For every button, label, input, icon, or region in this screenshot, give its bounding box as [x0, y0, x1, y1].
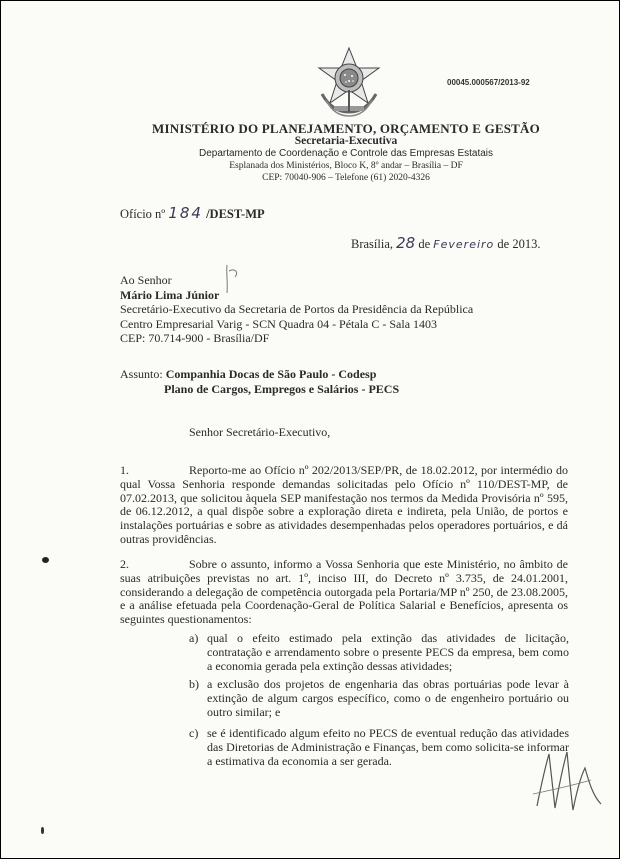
date-de: de: [418, 237, 431, 251]
list-item-b: [189, 678, 569, 719]
secretariat-heading: Secretaria-Executiva: [294, 135, 398, 147]
oficio-prefix: Ofício nº: [120, 207, 166, 221]
addressee-name: Mário Lima Júnior: [120, 287, 220, 302]
date-month-handwritten: Fevereiro: [433, 238, 495, 251]
list-item-text: qual o efeito estimado pela extinção das atividades de licitação, contratação e arrendamento sobre o presente PECS da empresa, bem como a economia gerada pela extinção dessas atividades;: [207, 631, 569, 673]
ministry-heading: MINISTÉRIO DO PLANEJAMENTO, ORÇAMENTO E GESTÃO: [152, 121, 540, 136]
ink-spot: [42, 557, 49, 563]
list-item-text: se é identificado algum efeito no PECS de eventual redução das atividades das Diretorias de Administração e Finanças, bem como solicita-se informar a estimativa da economia a ser gerada.: [207, 726, 569, 768]
letter-date: [351, 234, 540, 252]
date-city: Brasília,: [351, 237, 394, 251]
addressee-block: [120, 273, 473, 346]
oficio-number-handwritten: 184: [168, 204, 203, 222]
list-item-c: [189, 727, 569, 768]
handwritten-signature: [531, 746, 611, 816]
cep-phone-line: CEP: 70040-906 – Telefone (61) 2020-4326: [262, 173, 430, 183]
list-item-a: [189, 632, 569, 673]
oficio-reference: [120, 204, 265, 222]
addressee-title: Secretário-Executivo da Secretaria de Portos da Presidência da República: [120, 302, 474, 316]
list-item-label: a): [189, 631, 199, 645]
paragraph-2: [120, 558, 568, 627]
paragraph-text: Reporto-me ao Ofício nº 202/2013/SEP/PR, de 18.02.2012, por intermédio do qual Vossa Senhoria responde demandas solicitadas pelo Ofício nº 110/DEST-MP, de 07.02.2013, que solicitou àquela SEP manifestação nos termos da Medida Provisória nº 595, de 06.12.2012, a qual dispõe sobre a exploração direta e indireta, pela União, de portos e instalações portuárias e sobre as atividades desempenhadas pelos operadores portuários, e dá outras providências.: [120, 463, 568, 546]
addressee-address: Centro Empresarial Varig - SCN Quadra 04 - Pétala C - Sala 1403: [120, 316, 438, 331]
subject-line-1: Companhia Docas de São Paulo - Codesp: [165, 367, 377, 381]
address-line: Esplanada dos Ministérios, Bloco K, 8º andar – Brasília – DF: [229, 161, 463, 171]
addressee-salutation: Ao Senhor: [120, 273, 172, 287]
greeting: Senhor Secretário-Executivo,: [189, 425, 331, 439]
subject-line-2: Plano de Cargos, Empregos e Salários - PECS: [164, 381, 400, 396]
date-day-handwritten: 28: [396, 234, 416, 252]
subject-label: Assunto:: [120, 367, 163, 381]
addressee-cep: CEP: 70.714-900 - Brasília/DF: [120, 331, 270, 345]
coat-of-arms-seal: [312, 46, 386, 120]
list-item-label: c): [189, 726, 199, 740]
paragraph-number: 2.: [120, 557, 129, 571]
subject-block: [120, 367, 399, 396]
date-year: de 2013.: [497, 237, 541, 251]
paragraph-text: Sobre o assunto, informo a Vossa Senhoria que este Ministério, no âmbito de suas atribuições previstas no art. 1º, inciso III, do Decreto nº 3.735, de 24.01.2001, considerando a delegação de competência outorgada pela Portaria/MP nº 250, de 23.08.2005, e a análise efetuada pela Coordenação-Geral de Política Salarial e Benefícios, apresenta os seguintes questionamentos:: [120, 557, 568, 627]
ink-spot: [41, 827, 44, 834]
paragraph-1: [120, 464, 568, 547]
department-line: Departamento de Coordenação e Controle das Empresas Estatais: [198, 148, 494, 159]
list-item-label: b): [189, 677, 199, 691]
oficio-suffix: /DEST-MP: [206, 207, 265, 221]
protocol-number: 00045.000567/2013-92: [447, 78, 530, 87]
paragraph-number: 1.: [120, 463, 129, 477]
list-item-text: a exclusão dos projetos de engenharia das obras portuárias pode levar à extinção de algum cargos específico, como o de engenheiro portuário ou outro similar; e: [207, 677, 569, 719]
